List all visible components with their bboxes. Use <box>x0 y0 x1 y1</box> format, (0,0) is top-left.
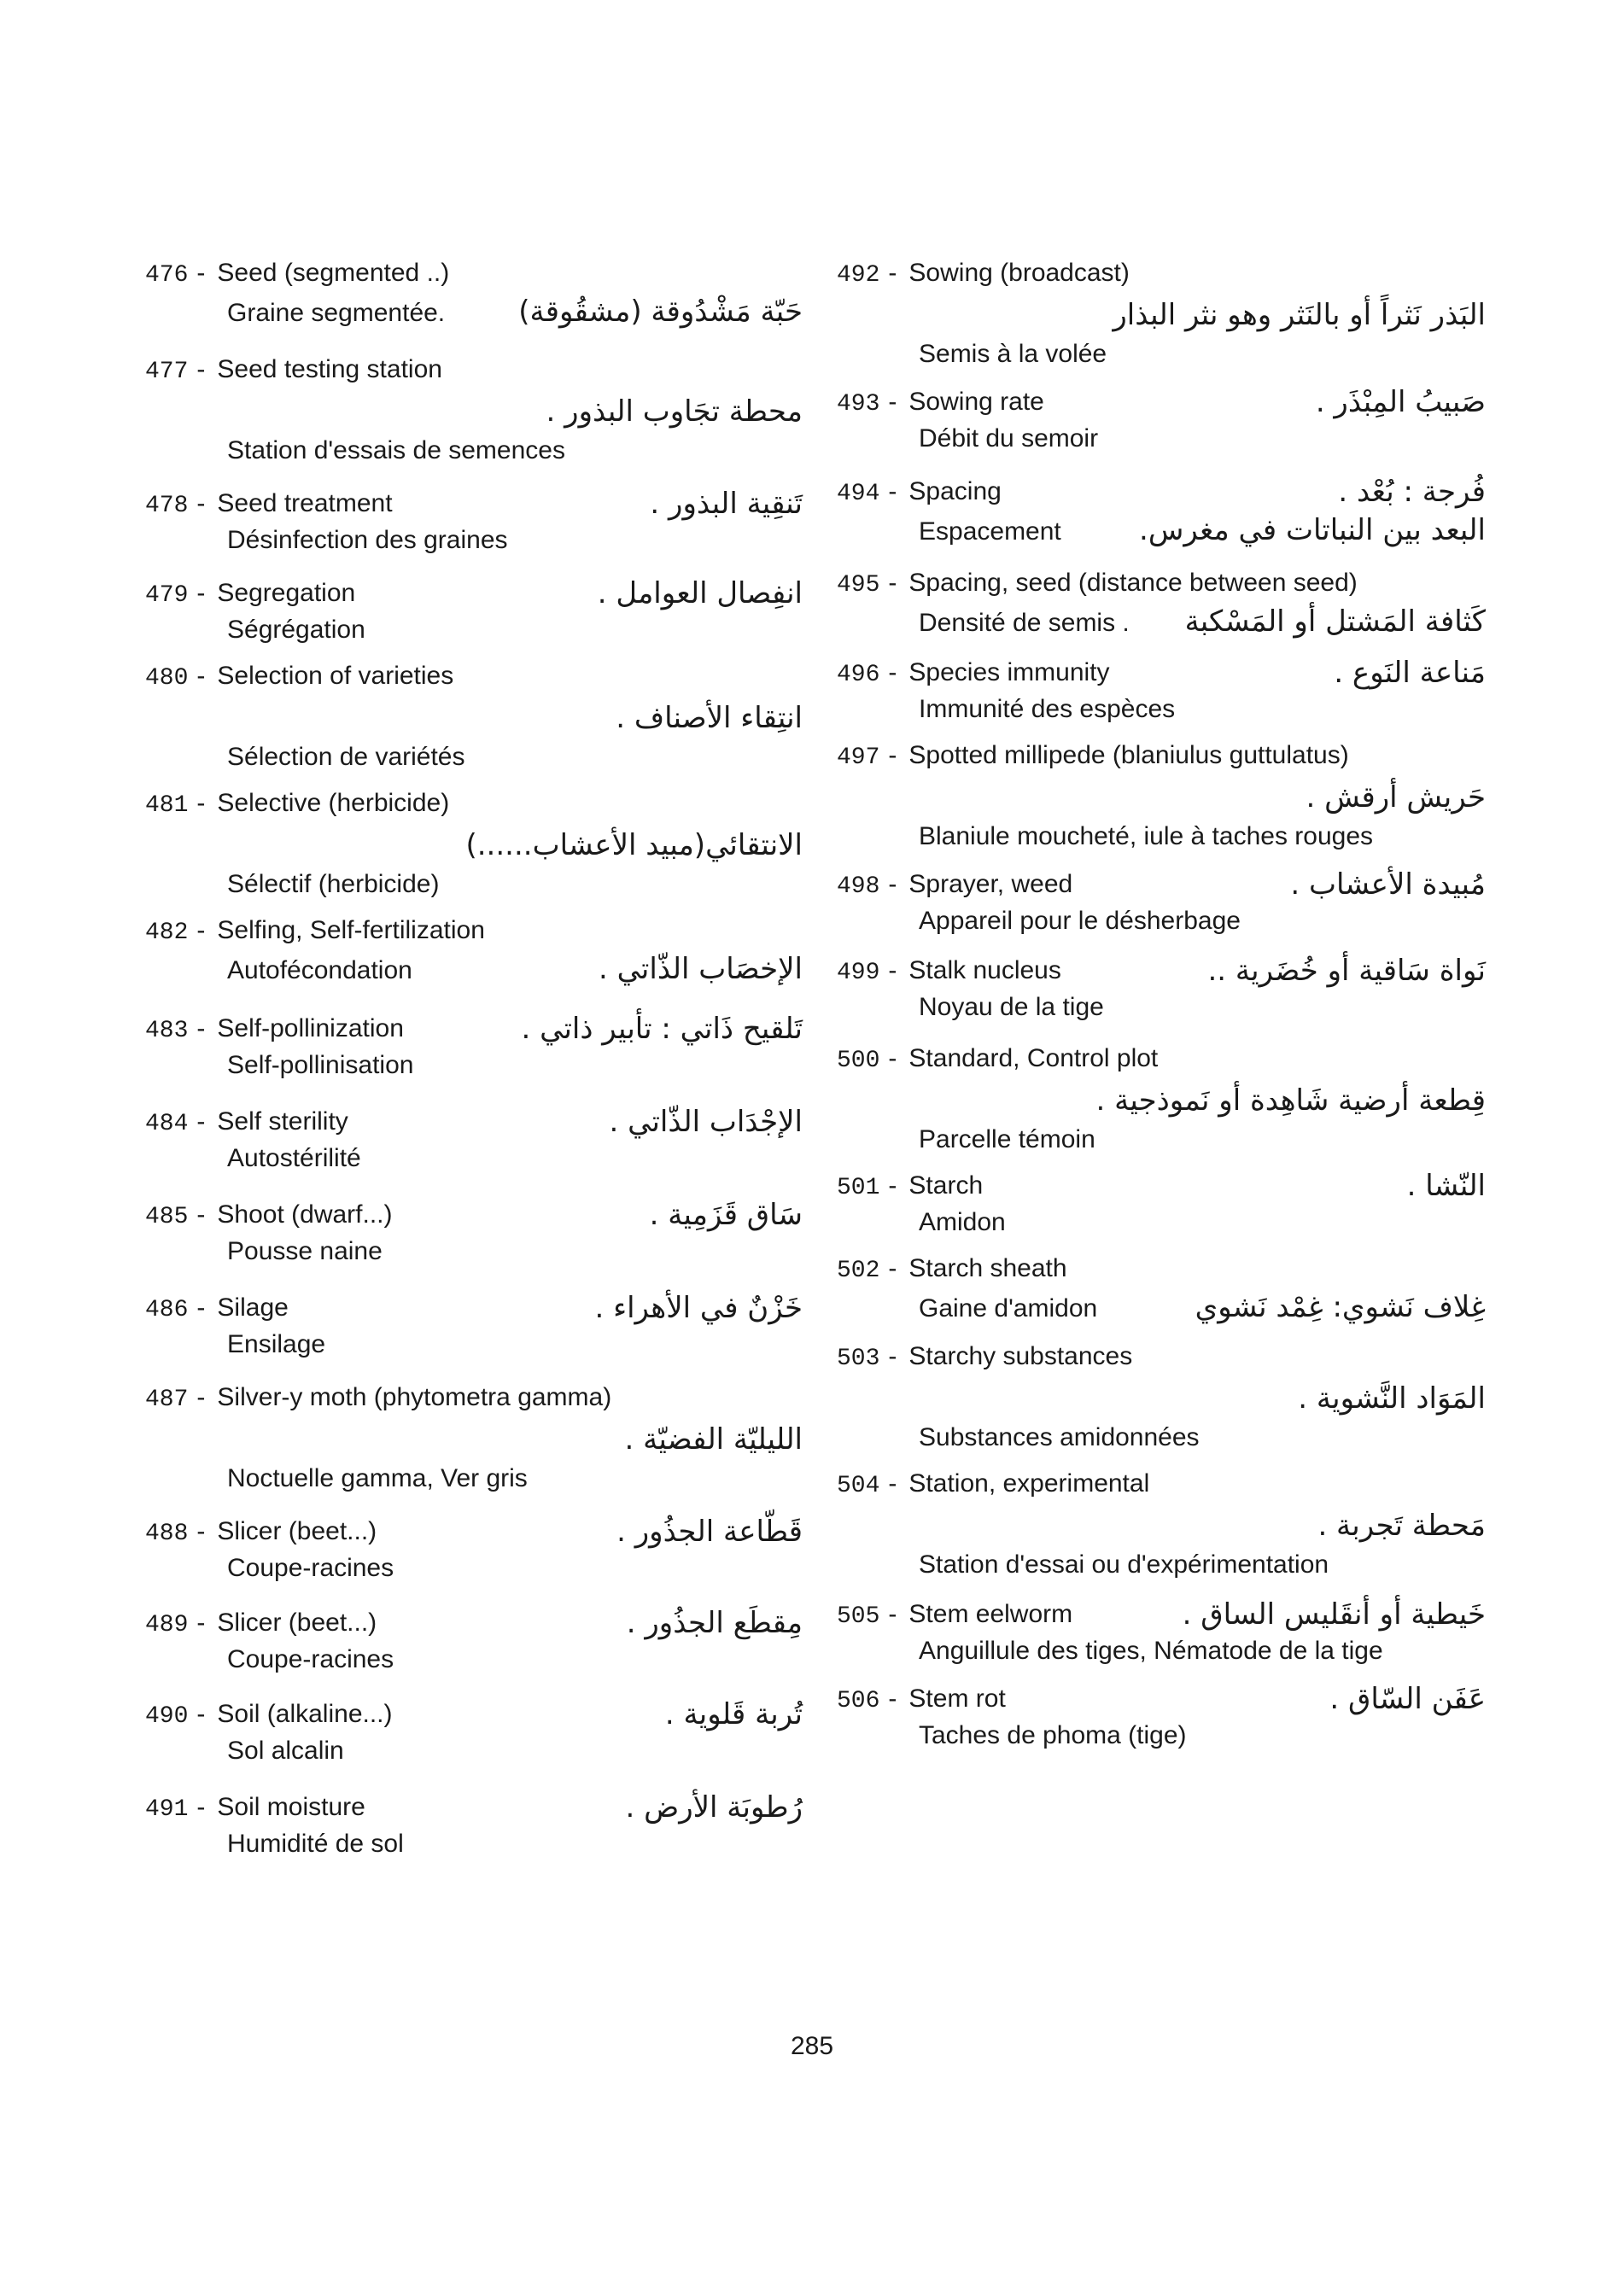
entry-dash: - <box>196 1014 206 1042</box>
entry-french-arabic-row <box>919 1288 1486 1328</box>
entry-french-term: Graine segmentée. <box>227 299 446 327</box>
entry-french-term: Débit du semoir <box>919 424 1099 453</box>
entry-english-term: Seed treatment <box>217 489 393 517</box>
entry-arabic-term: قِطعة أرضية شَاهِدة أو نَموذجية . <box>1095 1083 1486 1118</box>
entry-french-term: Sélectif (herbicide) <box>227 870 440 898</box>
entry-arabic-term: مَناعة النَوع . <box>1334 656 1486 690</box>
entry-english-term: Self-pollinization <box>217 1014 404 1042</box>
entry-number: 483 <box>145 1018 189 1044</box>
entry-dash: - <box>888 1254 897 1282</box>
entry-dash: - <box>196 1293 206 1322</box>
entry-french-term: Immunité des espèces <box>919 695 1176 723</box>
dictionary-entry <box>837 1252 1486 1328</box>
dictionary-entry <box>837 867 1486 938</box>
dictionary-entry <box>145 786 803 902</box>
entry-arabic-term: حَبّة مَشْدُوقة (مشقُوقة) <box>518 295 803 329</box>
entry-english-line <box>145 914 803 950</box>
entry-arabic-term: تُربة قَلوية . <box>664 1697 803 1731</box>
entry-number: 484 <box>145 1111 189 1137</box>
entry-french-arabic-row <box>227 950 803 990</box>
entry-english-term: Spacing <box>908 477 1002 505</box>
entry-english-line <box>145 786 803 823</box>
entry-french-term: Espacement <box>919 517 1061 546</box>
entry-dash: - <box>196 789 206 817</box>
dictionary-entry <box>145 353 803 468</box>
entry-dash: - <box>888 1342 897 1370</box>
entry-dash: - <box>888 741 897 769</box>
entry-english-line <box>837 1682 1486 1719</box>
entry-english-line <box>837 656 1486 692</box>
entry-dash: - <box>888 569 897 597</box>
dictionary-entry <box>837 656 1486 727</box>
dictionary-entry <box>145 1697 803 1768</box>
entry-english-term: Slicer (beet...) <box>217 1517 377 1545</box>
entry-french-term: Noyau de la tige <box>919 993 1104 1021</box>
dictionary-entry <box>837 1467 1486 1582</box>
entry-english-line <box>837 1169 1486 1206</box>
entry-french-arabic-row <box>227 293 803 332</box>
entry-number: 493 <box>837 391 880 417</box>
entry-arabic-term: عَفَن السّاق . <box>1329 1682 1486 1716</box>
entry-number: 505 <box>837 1603 880 1630</box>
entry-french-term: Désinfection des graines <box>227 526 508 554</box>
entry-english-term: Stem eelworm <box>908 1600 1073 1628</box>
entry-number: 476 <box>145 262 189 289</box>
entry-french-term: Parcelle témoin <box>919 1125 1095 1153</box>
entry-arabic-term: تَلقيح ذَاتي : تأبير ذاتي . <box>521 1012 803 1046</box>
entry-english-term: Silver-y moth (phytometra gamma) <box>217 1383 612 1411</box>
right-column <box>837 256 1486 1772</box>
entry-dash: - <box>196 1609 206 1637</box>
dictionary-entry <box>837 954 1486 1025</box>
dictionary-entry <box>837 1597 1486 1668</box>
entry-arabic-term: البَذر نَثراً أو بالنَثر وهو نثر البذار <box>1113 298 1486 332</box>
entry-english-line <box>837 1252 1486 1288</box>
entry-arabic-term: تَنقِية البذور . <box>650 487 803 521</box>
dictionary-entry <box>837 739 1486 854</box>
entry-dash: - <box>196 1200 206 1229</box>
entry-dash: - <box>888 259 897 287</box>
dictionary-entry <box>837 256 1486 371</box>
entry-dash: - <box>196 259 206 287</box>
entry-arabic-term: غِلاف نَشوي: غِمْد نَشوي <box>1195 1290 1486 1324</box>
entry-english-term: Selfing, Self-fertilization <box>217 916 485 944</box>
entry-number: 488 <box>145 1521 189 1547</box>
entry-number: 496 <box>837 662 880 688</box>
entry-french-term: Densité de semis . <box>919 609 1130 637</box>
entry-number: 489 <box>145 1612 189 1638</box>
dictionary-entry <box>837 1169 1486 1240</box>
entry-english-line <box>145 1697 803 1734</box>
entry-english-term: Soil (alkaline...) <box>217 1700 393 1728</box>
left-column <box>145 256 803 1880</box>
entry-english-term: Seed testing station <box>217 355 442 383</box>
entry-number: 494 <box>837 481 880 507</box>
entry-french-term: Semis à la volée <box>919 340 1107 368</box>
entry-arabic-term: فُرجة : بُعْد . <box>1338 475 1486 509</box>
entry-english-term: Shoot (dwarf...) <box>217 1200 393 1229</box>
entry-dash: - <box>196 662 206 690</box>
entry-dash: - <box>888 1044 897 1072</box>
entry-arabic-term: نَواة سَاقية أو خُضَرية .. <box>1207 954 1486 988</box>
page-number: 285 <box>790 2032 834 2060</box>
entry-dash: - <box>888 1600 897 1628</box>
entry-arabic-term: انفِصال العوامل . <box>597 576 803 610</box>
entry-english-line <box>837 566 1486 603</box>
entry-arabic-term: الإخصَاب الذّاتي . <box>598 952 803 986</box>
entry-english-line <box>145 256 803 293</box>
entry-english-line <box>145 659 803 696</box>
entry-number: 481 <box>145 792 189 819</box>
entry-dash: - <box>888 388 897 416</box>
dictionary-entry <box>145 1012 803 1083</box>
dictionary-entry <box>145 1515 803 1585</box>
dictionary-entry <box>145 659 803 774</box>
entry-arabic-term: قَطّاعة الجذُور . <box>616 1515 803 1549</box>
dictionary-entry <box>145 576 803 647</box>
entry-number: 490 <box>145 1703 189 1730</box>
entry-number: 478 <box>145 493 189 519</box>
entry-french-term: Humidité de sol <box>227 1830 404 1858</box>
entry-arabic-term: مِقطَع الجذُور . <box>626 1606 803 1640</box>
entry-dash: - <box>196 1700 206 1728</box>
entry-arabic-term: المَوَاد النَّشوية . <box>1298 1381 1486 1416</box>
entry-arabic-term: الانتقائي(مبيد الأعشاب......) <box>465 828 803 862</box>
entry-english-line <box>145 1381 803 1417</box>
entry-english-line <box>837 1467 1486 1504</box>
entry-english-line <box>145 1105 803 1142</box>
entry-dash: - <box>888 1171 897 1200</box>
dictionary-entry <box>837 566 1486 642</box>
entry-number: 491 <box>145 1796 189 1823</box>
entry-number: 485 <box>145 1204 189 1230</box>
entry-english-term: Species immunity <box>908 658 1110 686</box>
entry-number: 495 <box>837 572 880 598</box>
entry-english-line <box>145 487 803 523</box>
entry-english-line <box>145 1790 803 1827</box>
dictionary-entry <box>145 256 803 332</box>
entry-french-term: Taches de phoma (tige) <box>919 1721 1187 1749</box>
entry-english-line <box>837 1340 1486 1376</box>
dictionary-entry <box>145 1790 803 1861</box>
entry-french-term: Station d'essai ou d'expérimentation <box>919 1550 1329 1579</box>
entry-dash: - <box>888 1685 897 1713</box>
entry-dash: - <box>196 916 206 944</box>
entry-english-term: Selective (herbicide) <box>217 789 450 817</box>
entry-french-term: Ségrégation <box>227 616 365 644</box>
entry-french-term: Amidon <box>919 1208 1006 1236</box>
entry-dash: - <box>888 477 897 505</box>
entry-arabic-term: محطة تجَاوب البذور . <box>546 394 803 429</box>
entry-number: 500 <box>837 1048 880 1074</box>
entry-arabic-term: كَثافة المَشتل أو المَسْكبة <box>1184 604 1486 639</box>
entry-french-arabic-row <box>919 511 1486 551</box>
entry-number: 499 <box>837 960 880 986</box>
entry-number: 506 <box>837 1688 880 1714</box>
entry-english-line <box>145 1606 803 1643</box>
entry-french-term: Noctuelle gamma, Ver gris <box>227 1464 528 1492</box>
entry-french-term: Autofécondation <box>227 956 412 984</box>
entry-english-line <box>145 353 803 389</box>
entry-english-term: Sowing rate <box>908 388 1044 416</box>
dictionary-entry <box>145 1198 803 1269</box>
entry-dash: - <box>196 489 206 517</box>
dictionary-entry <box>837 1682 1486 1753</box>
entry-dash: - <box>196 579 206 607</box>
entry-english-line <box>145 1515 803 1551</box>
entry-english-line <box>837 256 1486 293</box>
entry-arabic-term: خَيطية أو أنقَليس الساق . <box>1182 1597 1486 1632</box>
entry-english-term: Sowing (broadcast) <box>908 259 1130 287</box>
entry-french-term: Anguillule des tiges, Nématode de la tige <box>919 1637 1383 1665</box>
entry-french-term: Self-pollinisation <box>227 1051 414 1079</box>
entry-french-term: Station d'essais de semences <box>227 436 565 464</box>
entry-french-term: Sélection de variétés <box>227 743 465 771</box>
entry-english-term: Segregation <box>217 579 356 607</box>
entry-number: 504 <box>837 1473 880 1499</box>
entry-dash: - <box>888 1469 897 1498</box>
entry-english-term: Self sterility <box>217 1107 348 1136</box>
dictionary-entry <box>145 914 803 990</box>
dictionary-entry <box>145 487 803 558</box>
entry-french-term: Sol alcalin <box>227 1737 344 1765</box>
entry-arabic-term: انتِقاء الأصناف . <box>616 701 803 735</box>
entry-english-term: Stalk nucleus <box>908 956 1061 984</box>
entry-arabic-term: خَزْنٌ في الأهراء . <box>594 1291 803 1325</box>
entry-english-line <box>837 867 1486 904</box>
dictionary-entry <box>145 1291 803 1362</box>
entry-english-line <box>837 954 1486 990</box>
entry-english-line <box>145 1012 803 1048</box>
entry-arabic-term: صَبيبُ المِبْذَر . <box>1315 385 1486 419</box>
entry-dash: - <box>196 1107 206 1136</box>
entry-number: 502 <box>837 1258 880 1284</box>
entry-english-term: Silage <box>217 1293 289 1322</box>
entry-english-term: Starch <box>908 1171 984 1200</box>
entry-french-term: Autostérilité <box>227 1144 361 1172</box>
entry-french-term: Ensilage <box>227 1330 326 1358</box>
entry-number: 498 <box>837 873 880 900</box>
entry-dash: - <box>196 1383 206 1411</box>
entry-french-term: Substances amidonnées <box>919 1423 1200 1451</box>
dictionary-entry <box>145 1606 803 1677</box>
entry-english-line <box>145 576 803 613</box>
entry-french-term: Pousse naine <box>227 1237 383 1265</box>
entry-french-term: Blaniule moucheté, iule à taches rouges <box>919 822 1374 850</box>
entry-english-line <box>145 1198 803 1235</box>
entry-dash: - <box>196 1517 206 1545</box>
dictionary-entry <box>837 475 1486 551</box>
entry-french-arabic-row <box>919 603 1486 642</box>
entry-english-term: Starchy substances <box>908 1342 1133 1370</box>
entry-english-term: Stem rot <box>908 1685 1006 1713</box>
entry-number: 487 <box>145 1387 189 1413</box>
entry-number: 479 <box>145 582 189 609</box>
entry-arabic-term: رُطوبَة الأرض . <box>625 1790 803 1825</box>
dictionary-entry <box>837 385 1486 456</box>
entry-number: 482 <box>145 920 189 946</box>
dictionary-entry <box>837 1340 1486 1455</box>
entry-dash: - <box>888 870 897 898</box>
entry-number: 480 <box>145 665 189 692</box>
entry-english-line <box>837 1042 1486 1078</box>
entry-dash: - <box>196 1793 206 1821</box>
entry-english-term: Station, experimental <box>908 1469 1150 1498</box>
entry-number: 497 <box>837 744 880 771</box>
entry-french-term: Coupe-racines <box>227 1645 394 1673</box>
entry-arabic-term: الليليّة الفضيّة . <box>624 1422 803 1457</box>
entry-dash: - <box>888 658 897 686</box>
entry-arabic-term: سَاق قَزَمِية . <box>649 1198 803 1232</box>
entry-arabic-term: النّشا . <box>1406 1169 1486 1203</box>
entry-english-line <box>145 1291 803 1328</box>
entry-english-term: Slicer (beet...) <box>217 1609 377 1637</box>
entry-english-line <box>837 739 1486 775</box>
entry-number: 492 <box>837 262 880 289</box>
entry-english-term: Seed (segmented ..) <box>217 259 450 287</box>
dictionary-entry <box>145 1381 803 1496</box>
entry-arabic-term: مُبيدة الأعشاب . <box>1290 867 1486 902</box>
entry-arabic-term: الإجْدَاب الذّاتي . <box>609 1105 803 1139</box>
entry-dash: - <box>888 956 897 984</box>
entry-arabic-definition: البعد بين النباتات في مغرس. <box>1139 513 1486 547</box>
entry-number: 501 <box>837 1175 880 1201</box>
entry-arabic-term: حَريش أرقش . <box>1306 780 1486 815</box>
entry-french-term: Gaine d'amidon <box>919 1294 1098 1323</box>
entry-number: 503 <box>837 1346 880 1372</box>
entry-english-line <box>837 1597 1486 1634</box>
entry-arabic-term: مَحطة تَجربة . <box>1317 1509 1486 1543</box>
entry-english-term: Spacing, seed (distance between seed) <box>908 569 1358 597</box>
entry-english-term: Soil moisture <box>217 1793 365 1821</box>
entry-english-term: Starch sheath <box>908 1254 1067 1282</box>
entry-english-line <box>837 385 1486 422</box>
entry-english-term: Standard, Control plot <box>908 1044 1159 1072</box>
entry-french-term: Appareil pour le désherbage <box>919 907 1241 935</box>
entry-english-term: Selection of varieties <box>217 662 454 690</box>
dictionary-entry <box>145 1105 803 1176</box>
dictionary-entry <box>837 1042 1486 1157</box>
entry-french-term: Coupe-racines <box>227 1554 394 1582</box>
entry-dash: - <box>196 355 206 383</box>
entry-english-line <box>837 475 1486 511</box>
entry-number: 486 <box>145 1297 189 1323</box>
entry-english-term: Sprayer, weed <box>908 870 1073 898</box>
entry-number: 477 <box>145 359 189 385</box>
entry-english-term: Spotted millipede (blaniulus guttulatus) <box>908 741 1349 769</box>
